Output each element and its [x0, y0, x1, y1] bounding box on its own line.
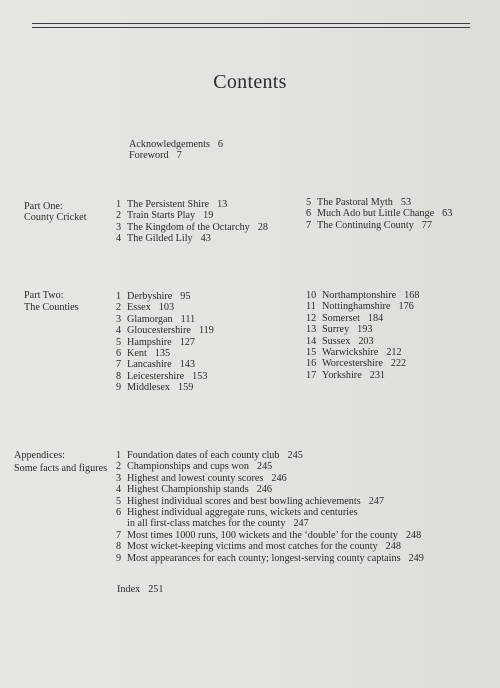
appendices-subheading: Some facts and figures	[14, 463, 108, 474]
entry-page-number: 246	[271, 472, 287, 484]
entry-title: Worcestershire	[322, 358, 383, 370]
entry-page-number: 246	[256, 484, 272, 496]
entry-number: 7	[116, 529, 122, 541]
entry-page-number: 231	[369, 369, 386, 381]
entry-number: 13	[306, 324, 317, 336]
entry-page-number: 28	[257, 221, 268, 233]
toc-entry	[116, 473, 424, 484]
part-two-heading: Part Two:	[24, 290, 64, 301]
entry-number: 2	[116, 210, 122, 222]
entry-page-number: 95	[180, 291, 191, 302]
entry-page-number: 127	[179, 336, 195, 348]
part-one-heading: Part One:	[24, 201, 63, 212]
entry-number: 11	[306, 301, 316, 313]
entry-page-number: 19	[203, 210, 214, 222]
toc-entry	[116, 348, 214, 359]
entry-number: 8	[116, 370, 122, 382]
entry-title: Derbyshire	[127, 291, 173, 302]
entry-title: Acknowledgements	[129, 139, 210, 150]
entry-page-number: 135	[154, 347, 171, 359]
toc-entry	[129, 150, 223, 161]
index-label: Index	[117, 584, 141, 595]
entry-page-number: 184	[367, 312, 384, 324]
top-rule-thin	[32, 27, 470, 28]
entry-page-number: 248	[405, 529, 422, 541]
entry-page-number: 159	[178, 382, 194, 394]
part-one-right-list	[306, 197, 452, 231]
entry-title: Yorkshire	[322, 369, 362, 381]
entry-number: 1	[116, 450, 122, 461]
entry-title: Most wicket-keeping victims and most catches for the county	[127, 541, 378, 553]
entry-number: 6	[116, 347, 122, 359]
entry-title: Most times 1000 runs, 100 wickets and the ‘double’ for the county	[127, 529, 398, 541]
toc-entry	[306, 324, 419, 335]
toc-entry	[116, 450, 424, 461]
toc-entry	[116, 199, 268, 210]
entry-title: Foreword	[129, 150, 169, 162]
toc-entry	[306, 301, 419, 312]
entry-page-number: 247	[368, 495, 384, 507]
entry-number: 15	[306, 346, 317, 358]
entry-page-number: 6	[217, 139, 224, 150]
entry-title: Essex	[127, 302, 151, 314]
entry-number: 5	[306, 197, 312, 208]
entry-title: Hampshire	[127, 336, 172, 348]
entry-title: Somerset	[322, 312, 360, 324]
entry-page-number: 103	[158, 302, 175, 314]
entry-title: Train Starts Play	[127, 210, 196, 222]
toc-entry	[306, 313, 419, 324]
entry-page-number: 212	[386, 346, 402, 358]
entry-number: 16	[306, 358, 317, 370]
entry-number: 7	[306, 219, 312, 231]
entry-number: 6	[306, 208, 312, 220]
part-two-right-list	[306, 290, 419, 381]
entry-page-number: 248	[385, 541, 401, 553]
entry-title: The Pastoral Myth	[317, 197, 393, 208]
entry-title: Leicestershire	[127, 370, 185, 382]
entry-page-number: 13	[217, 199, 228, 210]
entry-page-number: 222	[390, 358, 407, 370]
entry-title: Highest Championship stands	[127, 484, 249, 496]
toc-entry	[306, 336, 419, 347]
entry-number: 3	[116, 313, 122, 325]
entry-page-number: 153	[192, 370, 208, 382]
toc-entry	[306, 347, 419, 358]
entry-title: Highest individual aggregate runs, wickets and centuries	[127, 506, 358, 518]
entry-title: Highest individual scores and best bowling achievements	[127, 495, 361, 507]
toc-entry	[116, 541, 424, 552]
toc-entry	[116, 382, 214, 393]
entry-page-number: 203	[358, 335, 374, 347]
entry-number: 4	[116, 484, 122, 496]
entry-number: 9	[116, 382, 122, 394]
entry-number: 2	[116, 461, 122, 473]
entry-title: Much Ado but Little Change	[317, 208, 435, 220]
entry-title: Middlesex	[127, 382, 171, 394]
entry-number: 17	[306, 369, 317, 381]
entry-number: 6	[116, 506, 122, 518]
part-one-subheading: County Cricket	[24, 212, 87, 223]
entry-number: 2	[116, 302, 122, 314]
toc-entry	[129, 139, 223, 150]
entry-page-number: 143	[179, 359, 195, 371]
part-two-subheading: The Counties	[24, 302, 79, 313]
toc-entry	[306, 208, 452, 219]
entry-title: Gloucestershire	[127, 325, 191, 337]
toc-entry	[116, 210, 268, 221]
entry-title: Championships and cups won	[127, 461, 249, 473]
entry-page-number: 193	[357, 324, 373, 336]
entry-page-number: 77	[421, 219, 432, 231]
toc-entry	[306, 197, 452, 208]
entry-title: Highest and lowest county scores	[127, 472, 264, 484]
entry-page-number: 43	[200, 233, 211, 245]
toc-entry	[116, 233, 268, 244]
top-rule	[32, 23, 470, 24]
entry-page-number: 245	[287, 450, 303, 461]
toc-entry	[116, 302, 214, 313]
index-entry	[117, 584, 163, 596]
index-page: 251	[148, 584, 164, 595]
entry-title: in all first-class matches for the county	[127, 518, 286, 530]
entry-page-number: 245	[256, 461, 273, 473]
page-title: Contents	[213, 71, 287, 93]
entry-title: The Persistent Shire	[127, 199, 210, 210]
toc-entry	[116, 291, 214, 302]
toc-entry	[116, 337, 214, 348]
toc-entry	[306, 358, 419, 369]
entry-number: 4	[116, 233, 122, 245]
toc-entry	[116, 530, 424, 541]
entry-number: 4	[116, 325, 122, 337]
entry-number: 1	[116, 199, 122, 210]
entry-title: Kent	[127, 347, 147, 359]
entry-title: Nottinghamshire	[322, 301, 391, 313]
entry-number: 12	[306, 312, 317, 324]
toc-entry	[116, 325, 214, 336]
entry-number: 5	[116, 336, 122, 348]
entry-number: 10	[306, 290, 317, 301]
entry-number: 7	[116, 359, 122, 371]
entry-number: 8	[116, 541, 122, 553]
entry-title: Lancashire	[127, 359, 172, 371]
entry-page-number: 111	[180, 313, 196, 325]
entry-title: Glamorgan	[127, 313, 173, 325]
entry-number: 14	[306, 335, 317, 347]
entry-number: 5	[116, 495, 122, 507]
appendices-heading: Appendices:	[14, 450, 65, 461]
toc-entry	[306, 370, 419, 381]
entry-title: Northamptonshire	[322, 290, 397, 301]
entry-number: 9	[116, 552, 122, 564]
toc-entry	[306, 290, 419, 301]
part-two-left-list	[116, 291, 214, 394]
entry-page-number: 168	[404, 290, 420, 301]
toc-entry	[116, 222, 268, 233]
entry-number: 1	[116, 291, 122, 302]
entry-title: Foundation dates of each county club	[127, 450, 280, 461]
toc-entry	[116, 518, 424, 529]
entry-title: The Continuing County	[317, 219, 414, 231]
toc-entry	[116, 484, 424, 495]
part-one-left-list	[116, 199, 268, 245]
toc-entry	[116, 507, 424, 518]
appendices-list	[116, 450, 424, 564]
toc-entry	[116, 371, 214, 382]
toc-entry	[116, 359, 214, 370]
entry-page-number: 119	[198, 325, 214, 337]
entry-number: 3	[116, 221, 122, 233]
entry-title: Surrey	[322, 324, 350, 336]
entry-title: Most appearances for each county; longest-serving county captains	[127, 552, 401, 564]
toc-entry	[116, 461, 424, 472]
toc-entry	[116, 314, 214, 325]
entry-number: 3	[116, 472, 122, 484]
entry-page-number: 249	[408, 552, 424, 564]
toc-entry	[306, 220, 452, 231]
entry-page-number: 176	[398, 301, 414, 313]
entry-page-number: 247	[293, 518, 309, 530]
toc-entry	[116, 496, 424, 507]
entry-page-number: 7	[176, 150, 182, 162]
entry-title: Sussex	[322, 335, 351, 347]
toc-entry	[116, 553, 424, 564]
entry-title: The Gilded Lily	[127, 233, 193, 245]
front-matter-list	[129, 139, 223, 162]
entry-page-number: 63	[442, 208, 453, 220]
entry-page-number: 53	[400, 197, 412, 208]
entry-title: The Kingdom of the Octarchy	[127, 221, 250, 233]
entry-title: Warwickshire	[322, 346, 379, 358]
